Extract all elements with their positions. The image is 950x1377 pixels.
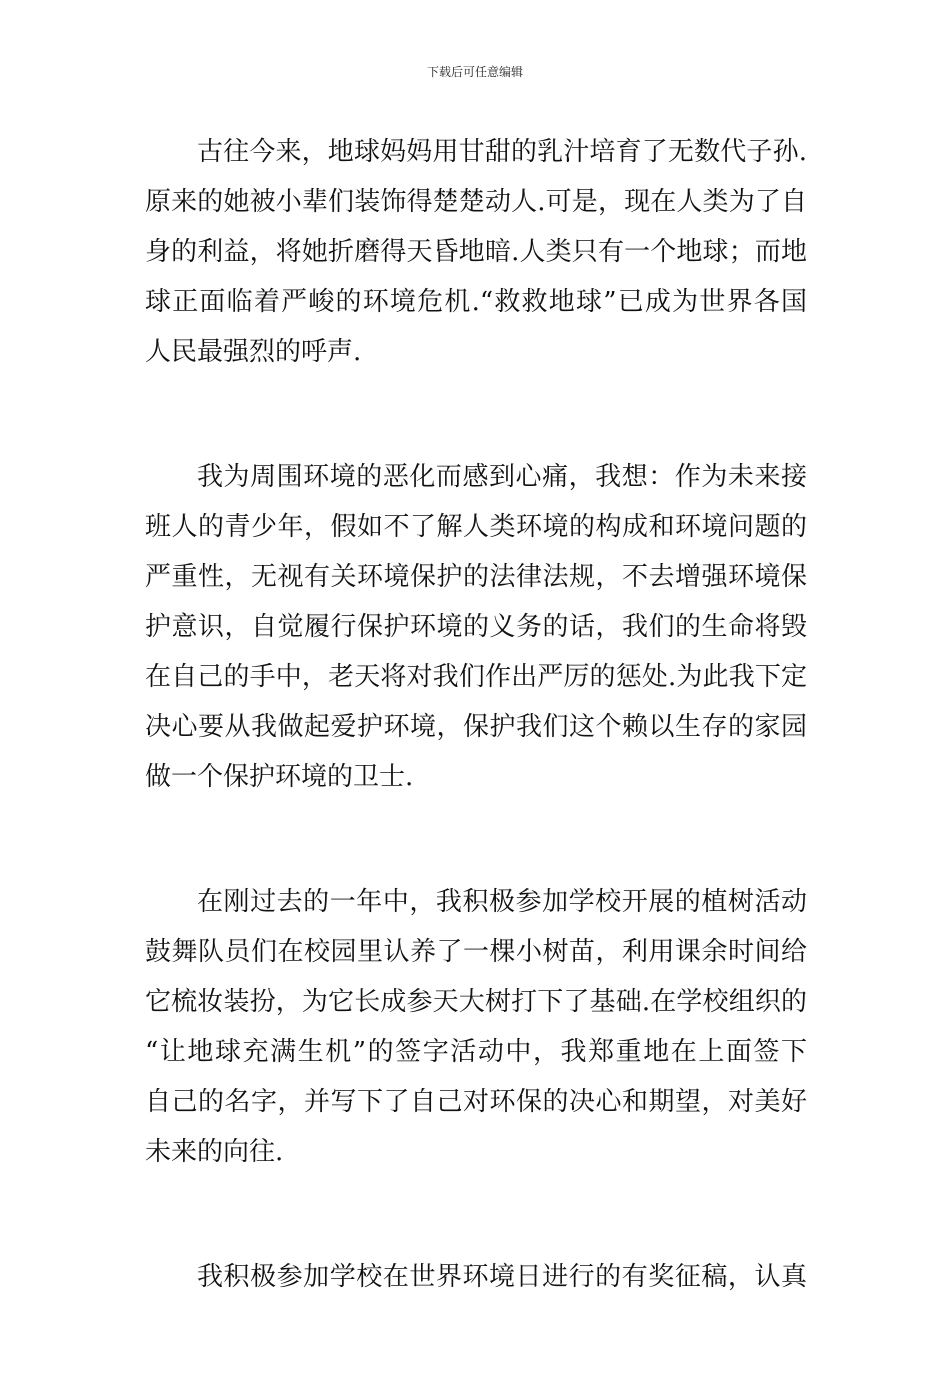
paragraph-line: 在自己的手中，老天将对我们作出严厉的惩处.为此我下定 [145,662,807,692]
paragraph-line: 它梳妆装扮，为它长成参天大树打下了基础.在学校组织的 [145,987,807,1017]
paragraph-line: 班人的青少年，假如不了解人类环境的构成和环境问题的 [145,512,807,542]
paragraph-line: “让地球充满生机”的签字活动中，我郑重地在上面签下 [145,1037,807,1067]
paragraph-line: 古往今来，地球妈妈用甘甜的乳汁培育了无数代子孙. [197,137,807,167]
paragraph-line: 身的利益，将她折磨得天昏地暗.人类只有一个地球；而地 [145,237,807,267]
paragraph-line: 球正面临着严峻的环境危机.“救救地球”已成为世界各国 [145,287,807,317]
paragraph-line: 原来的她被小辈们装饰得楚楚动人.可是，现在人类为了自 [145,187,807,217]
paragraph-line: 我积极参加学校在世界环境日进行的有奖征稿，认真 [197,1262,807,1292]
paragraph-3 [145,877,807,1177]
paragraph-line: 鼓舞队员们在校园里认养了一棵小树苗，利用课余时间给 [145,937,807,967]
paragraph-line: 严重性，无视有关环境保护的法律法规，不去增强环境保 [145,562,807,592]
paragraph-4 [145,1252,807,1302]
document-body [145,127,807,1377]
paragraph-2 [145,452,807,802]
paragraph-line: 在刚过去的一年中，我积极参加学校开展的植树活动 [197,887,807,917]
paragraph-line: 做一个保护环境的卫士. [145,762,414,792]
paragraph-line: 护意识，自觉履行保护环境的义务的话，我们的生命将毁 [145,612,807,642]
paragraph-1 [145,127,807,377]
paragraph-line: 人民最强烈的呼声. [145,337,362,367]
paragraph-line: 我为周围环境的恶化而感到心痛，我想：作为未来接 [197,462,807,492]
paragraph-line: 未来的向往. [145,1137,284,1167]
paragraph-line: 决心要从我做起爱护环境，保护我们这个赖以生存的家园 [145,712,807,742]
paragraph-line: 自己的名字，并写下了自己对环保的决心和期望，对美好 [145,1087,807,1117]
header-note: 下载后可任意编辑 [426,65,523,79]
